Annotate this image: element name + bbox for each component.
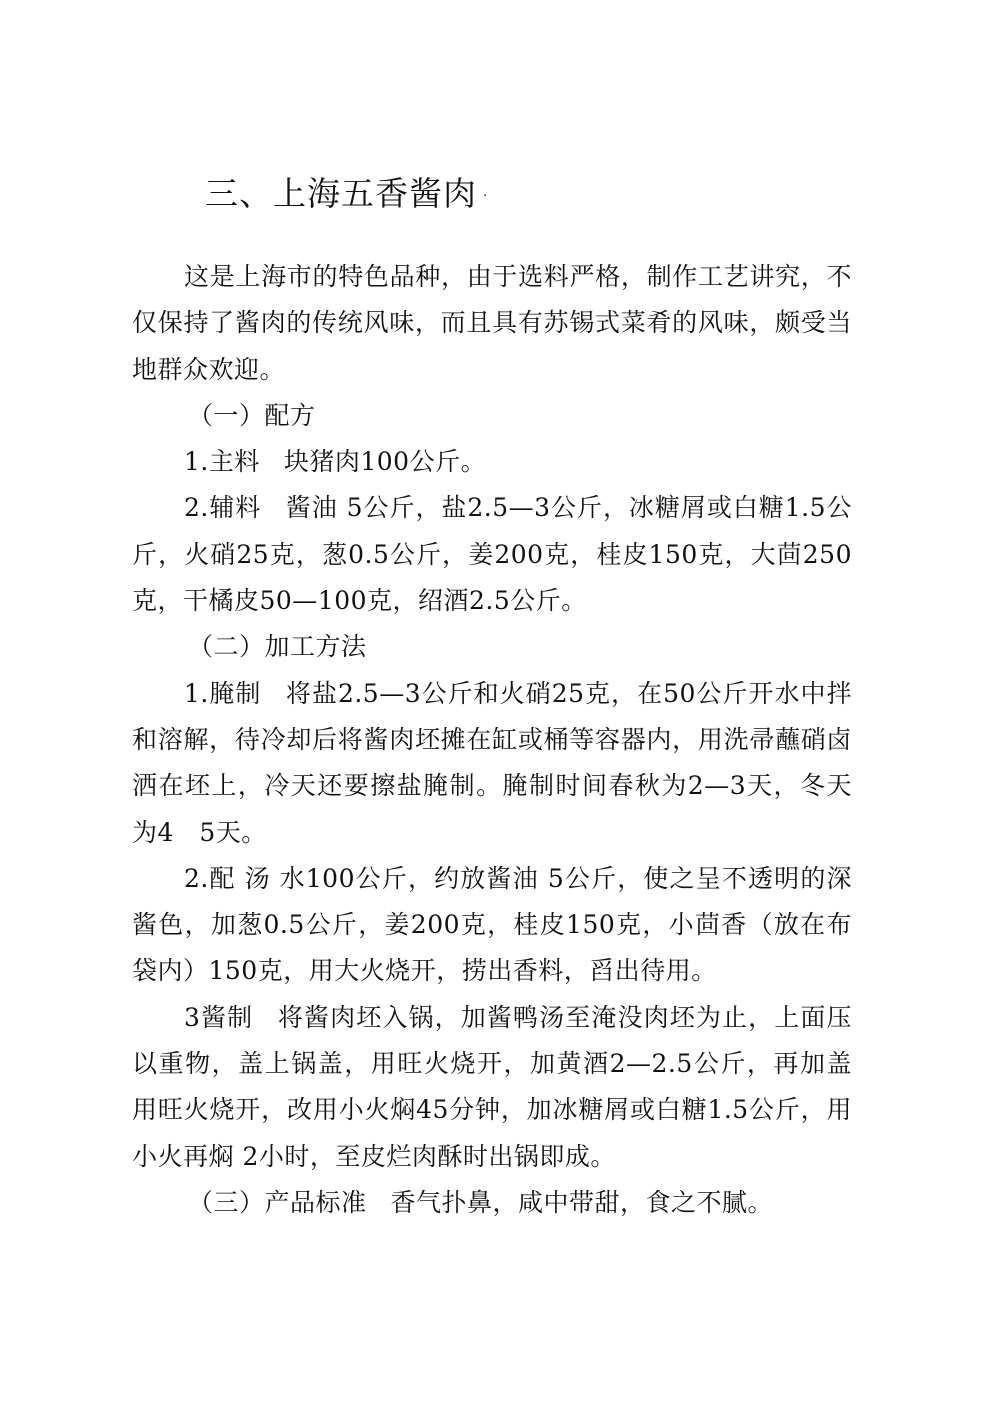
curing-paragraph [132,671,852,856]
main-ingredient-label: 1.主料 [184,447,260,477]
document-body [132,254,852,1226]
method-heading: （二）加工方法 [188,632,367,662]
curing-text: 将盐2.5—3公斤和火硝25克，在50公斤开水中拌和溶解，待冷却后将酱肉坯摊在缸或桶等容器内，用洗帚蘸硝卤洒在坯上，冷天还要擦盐腌制。腌制时间春秋为2—3天，冬天为4 5天。 [132,678,852,847]
main-ingredient-paragraph [132,439,852,485]
sauce-paragraph [132,995,852,1180]
standard-paragraph [132,1180,852,1226]
aux-ingredient-paragraph [132,485,852,624]
title-mark: · [483,188,489,204]
title-text: 三、上海五香酱肉 [205,174,477,213]
page-title [205,172,488,218]
soup-label: 2.配 汤 [184,863,271,893]
aux-ingredient-label: 2.辅料 [184,493,262,523]
sauce-text: 将酱肉坯入锅，加酱鸭汤至淹没肉坯为止，上面压以重物，盖上锅盖，用旺火烧开，加黄酒2—2.5公斤，再加盖用旺火烧开，改用小火焖45分钟，加冰糖屑或白糖1.5公斤，用小火再焖 2小时，至皮烂肉酥时出锅即成。 [132,1002,852,1171]
intro-paragraph: 这是上海市的特色品种，由于选料严格，制作工艺讲究，不仅保持了酱肉的传统风味，而且具有苏锡式菜肴的风味，颇受当地群众欢迎。 [132,262,852,384]
soup-text: 水100公斤，约放酱油 5公斤，使之呈不透明的深酱色，加葱0.5公斤，姜200克，桂皮150克，小茴香（放在布袋内）150克，用大火烧开，捞出香料，舀出待用。 [132,863,852,986]
aux-ingredient-text: 酱油 5公斤，盐2.5—3公斤，冰糖屑或白糖1.5公斤，火硝25克，葱0.5公斤，姜200克，桂皮150克，大茴250克，干橘皮50—100克，绍酒2.5公斤。 [132,493,853,616]
main-ingredient-text: 块猪肉100公斤。 [283,447,487,477]
soup-paragraph [132,856,852,995]
formula-heading: （一）配方 [188,400,316,430]
sauce-label: 3酱制 [184,1002,254,1032]
curing-label: 1.腌制 [184,678,262,708]
standard-label: （三）产品标准 [188,1187,367,1217]
standard-text: 香气扑鼻，咸中带甜，食之不腻。 [390,1187,774,1217]
